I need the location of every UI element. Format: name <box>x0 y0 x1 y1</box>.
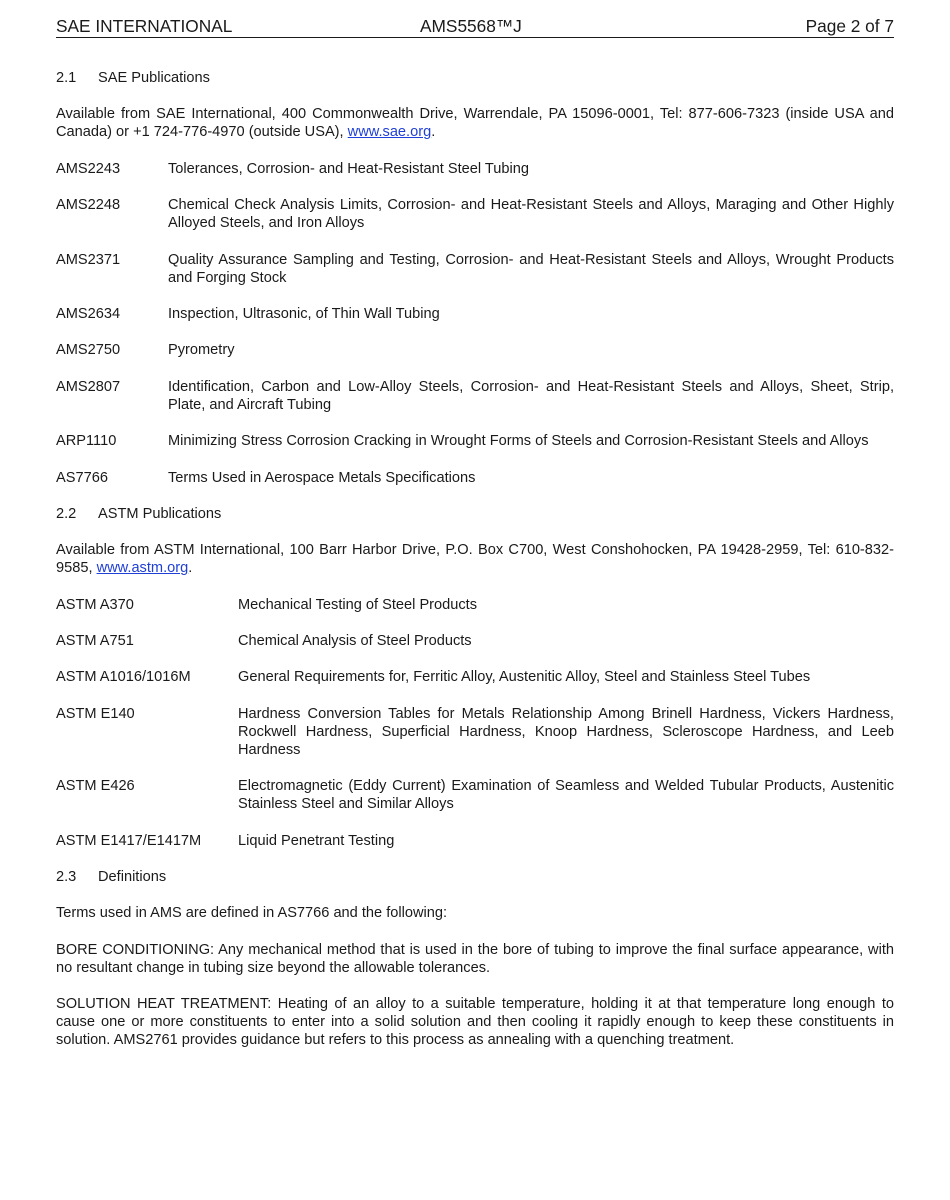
reference-item <box>56 251 894 287</box>
definition-solution-heat-treatment: SOLUTION HEAT TREATMENT: Heating of an alloy to a suitable temperature, holding it at that temperature long enough to cause one or more constituents to enter into a solid solution and then cooling it rapidly enough to keep these constituents in solution. AMS2761 provides guidance but refers to this process as annealing with a quenching treatment. <box>56 996 894 1049</box>
reference-title: Quality Assurance Sampling and Testing, Corrosion- and Heat-Resistant Steels and Alloys, Wrought Products and Forging Stock <box>168 251 894 286</box>
reference-code: AMS2634 <box>56 305 121 322</box>
punctuation: . <box>431 124 436 141</box>
reference-item <box>56 469 894 487</box>
reference-item <box>56 305 894 323</box>
reference-item <box>56 632 894 650</box>
reference-item <box>56 777 894 813</box>
reference-title: Tolerances, Corrosion- and Heat-Resistant Steel Tubing <box>168 160 529 177</box>
reference-code: AMS2248 <box>56 197 121 214</box>
reference-code: ASTM E1417/E1417M <box>56 832 202 849</box>
section-heading-sae <box>56 69 894 87</box>
reference-title: Terms Used in Aerospace Metals Specifications <box>168 469 476 486</box>
header-org: SAE INTERNATIONAL <box>56 16 233 36</box>
reference-item <box>56 341 894 359</box>
reference-item <box>56 596 894 614</box>
document-body <box>56 69 894 1068</box>
reference-item <box>56 378 894 414</box>
reference-title: Mechanical Testing of Steel Products <box>238 596 478 613</box>
sae-website-link[interactable]: www.sae.org <box>347 124 432 141</box>
reference-title: General Requirements for, Ferritic Alloy, Austenitic Alloy, Steel and Stainless Steel Tubes <box>238 669 811 686</box>
reference-title: Minimizing Stress Corrosion Cracking in Wrought Forms of Steels and Corrosion-Resistant Steels and Alloys <box>168 433 869 450</box>
astm-website-link[interactable]: www.astm.org <box>96 560 189 577</box>
header-doc-id: AMS5568™J <box>420 16 522 36</box>
reference-code: ASTM E140 <box>56 705 135 722</box>
reference-code: ASTM A751 <box>56 633 134 650</box>
reference-title: Identification, Carbon and Low-Alloy Steels, Corrosion- and Heat-Resistant Steels and Alloys, Sheet, Strip, Plate, and Aircraft Tubing <box>168 378 894 413</box>
reference-item <box>56 160 894 178</box>
sae-availability <box>56 105 894 141</box>
reference-item <box>56 832 894 850</box>
definitions-intro: Terms used in AMS are defined in AS7766 and the following: <box>56 905 448 922</box>
header-page-number: Page 2 of 7 <box>805 16 894 36</box>
section-number: 2.1 <box>56 70 77 86</box>
section-heading-astm <box>56 505 894 523</box>
reference-title: Chemical Check Analysis Limits, Corrosion- and Heat-Resistant Steels and Alloys, Maraging and Other Highly Alloyed Steels, and Iron Alloys <box>168 197 894 232</box>
reference-code: ASTM E426 <box>56 778 135 795</box>
reference-code: ASTM A370 <box>56 596 134 613</box>
reference-code: ARP1110 <box>56 433 117 450</box>
reference-code: AMS2807 <box>56 378 121 395</box>
section-number: 2.2 <box>56 505 77 522</box>
reference-title: Chemical Analysis of Steel Products <box>238 633 472 650</box>
definition-bore-conditioning: BORE CONDITIONING: Any mechanical method that is used in the bore of tubing to improve the final surface appearance, with no resultant change in tubing size beyond the allowable tolerances. <box>56 941 894 976</box>
reference-title: Hardness Conversion Tables for Metals Relationship Among Brinell Hardness, Vickers Hardness, Rockwell Hardness, Superficial Hardness, Knoop Hardness, Scleroscope Hardness, and Leeb Hardness <box>238 705 894 758</box>
punctuation: . <box>188 560 193 577</box>
reference-title: Inspection, Ultrasonic, of Thin Wall Tubing <box>168 305 440 322</box>
reference-code: AS7766 <box>56 469 108 486</box>
reference-code: AMS2750 <box>56 342 121 359</box>
section-number: 2.3 <box>56 869 77 886</box>
reference-item <box>56 668 894 686</box>
reference-code: ASTM A1016/1016M <box>56 669 191 686</box>
reference-item <box>56 432 894 450</box>
section-heading-definitions <box>56 868 894 886</box>
reference-title: Electromagnetic (Eddy Current) Examination of Seamless and Welded Tubular Products, Austenitic Stainless Steel and Similar Alloys <box>238 778 894 813</box>
astm-availability <box>56 541 894 577</box>
reference-item <box>56 705 894 759</box>
page-header <box>56 16 894 38</box>
section-title: SAE Publications <box>98 70 210 86</box>
availability-text: Available from ASTM International, 100 Barr Harbor Drive, P.O. Box C700, West Conshohocken, PA 19428-2959, Tel: 610-832-9585, <box>56 542 894 577</box>
reference-code: AMS2371 <box>56 251 121 268</box>
reference-title: Liquid Penetrant Testing <box>238 832 395 849</box>
reference-item <box>56 196 894 232</box>
section-title: ASTM Publications <box>98 505 222 522</box>
section-title: Definitions <box>98 869 167 886</box>
reference-code: AMS2243 <box>56 160 121 177</box>
availability-text: Available from SAE International, 400 Commonwealth Drive, Warrendale, PA 15096-0001, Tel: 877-606-7323 (inside USA and Canada) or +1 724-776-4970 (outside USA), <box>56 106 894 141</box>
reference-title: Pyrometry <box>168 342 235 359</box>
